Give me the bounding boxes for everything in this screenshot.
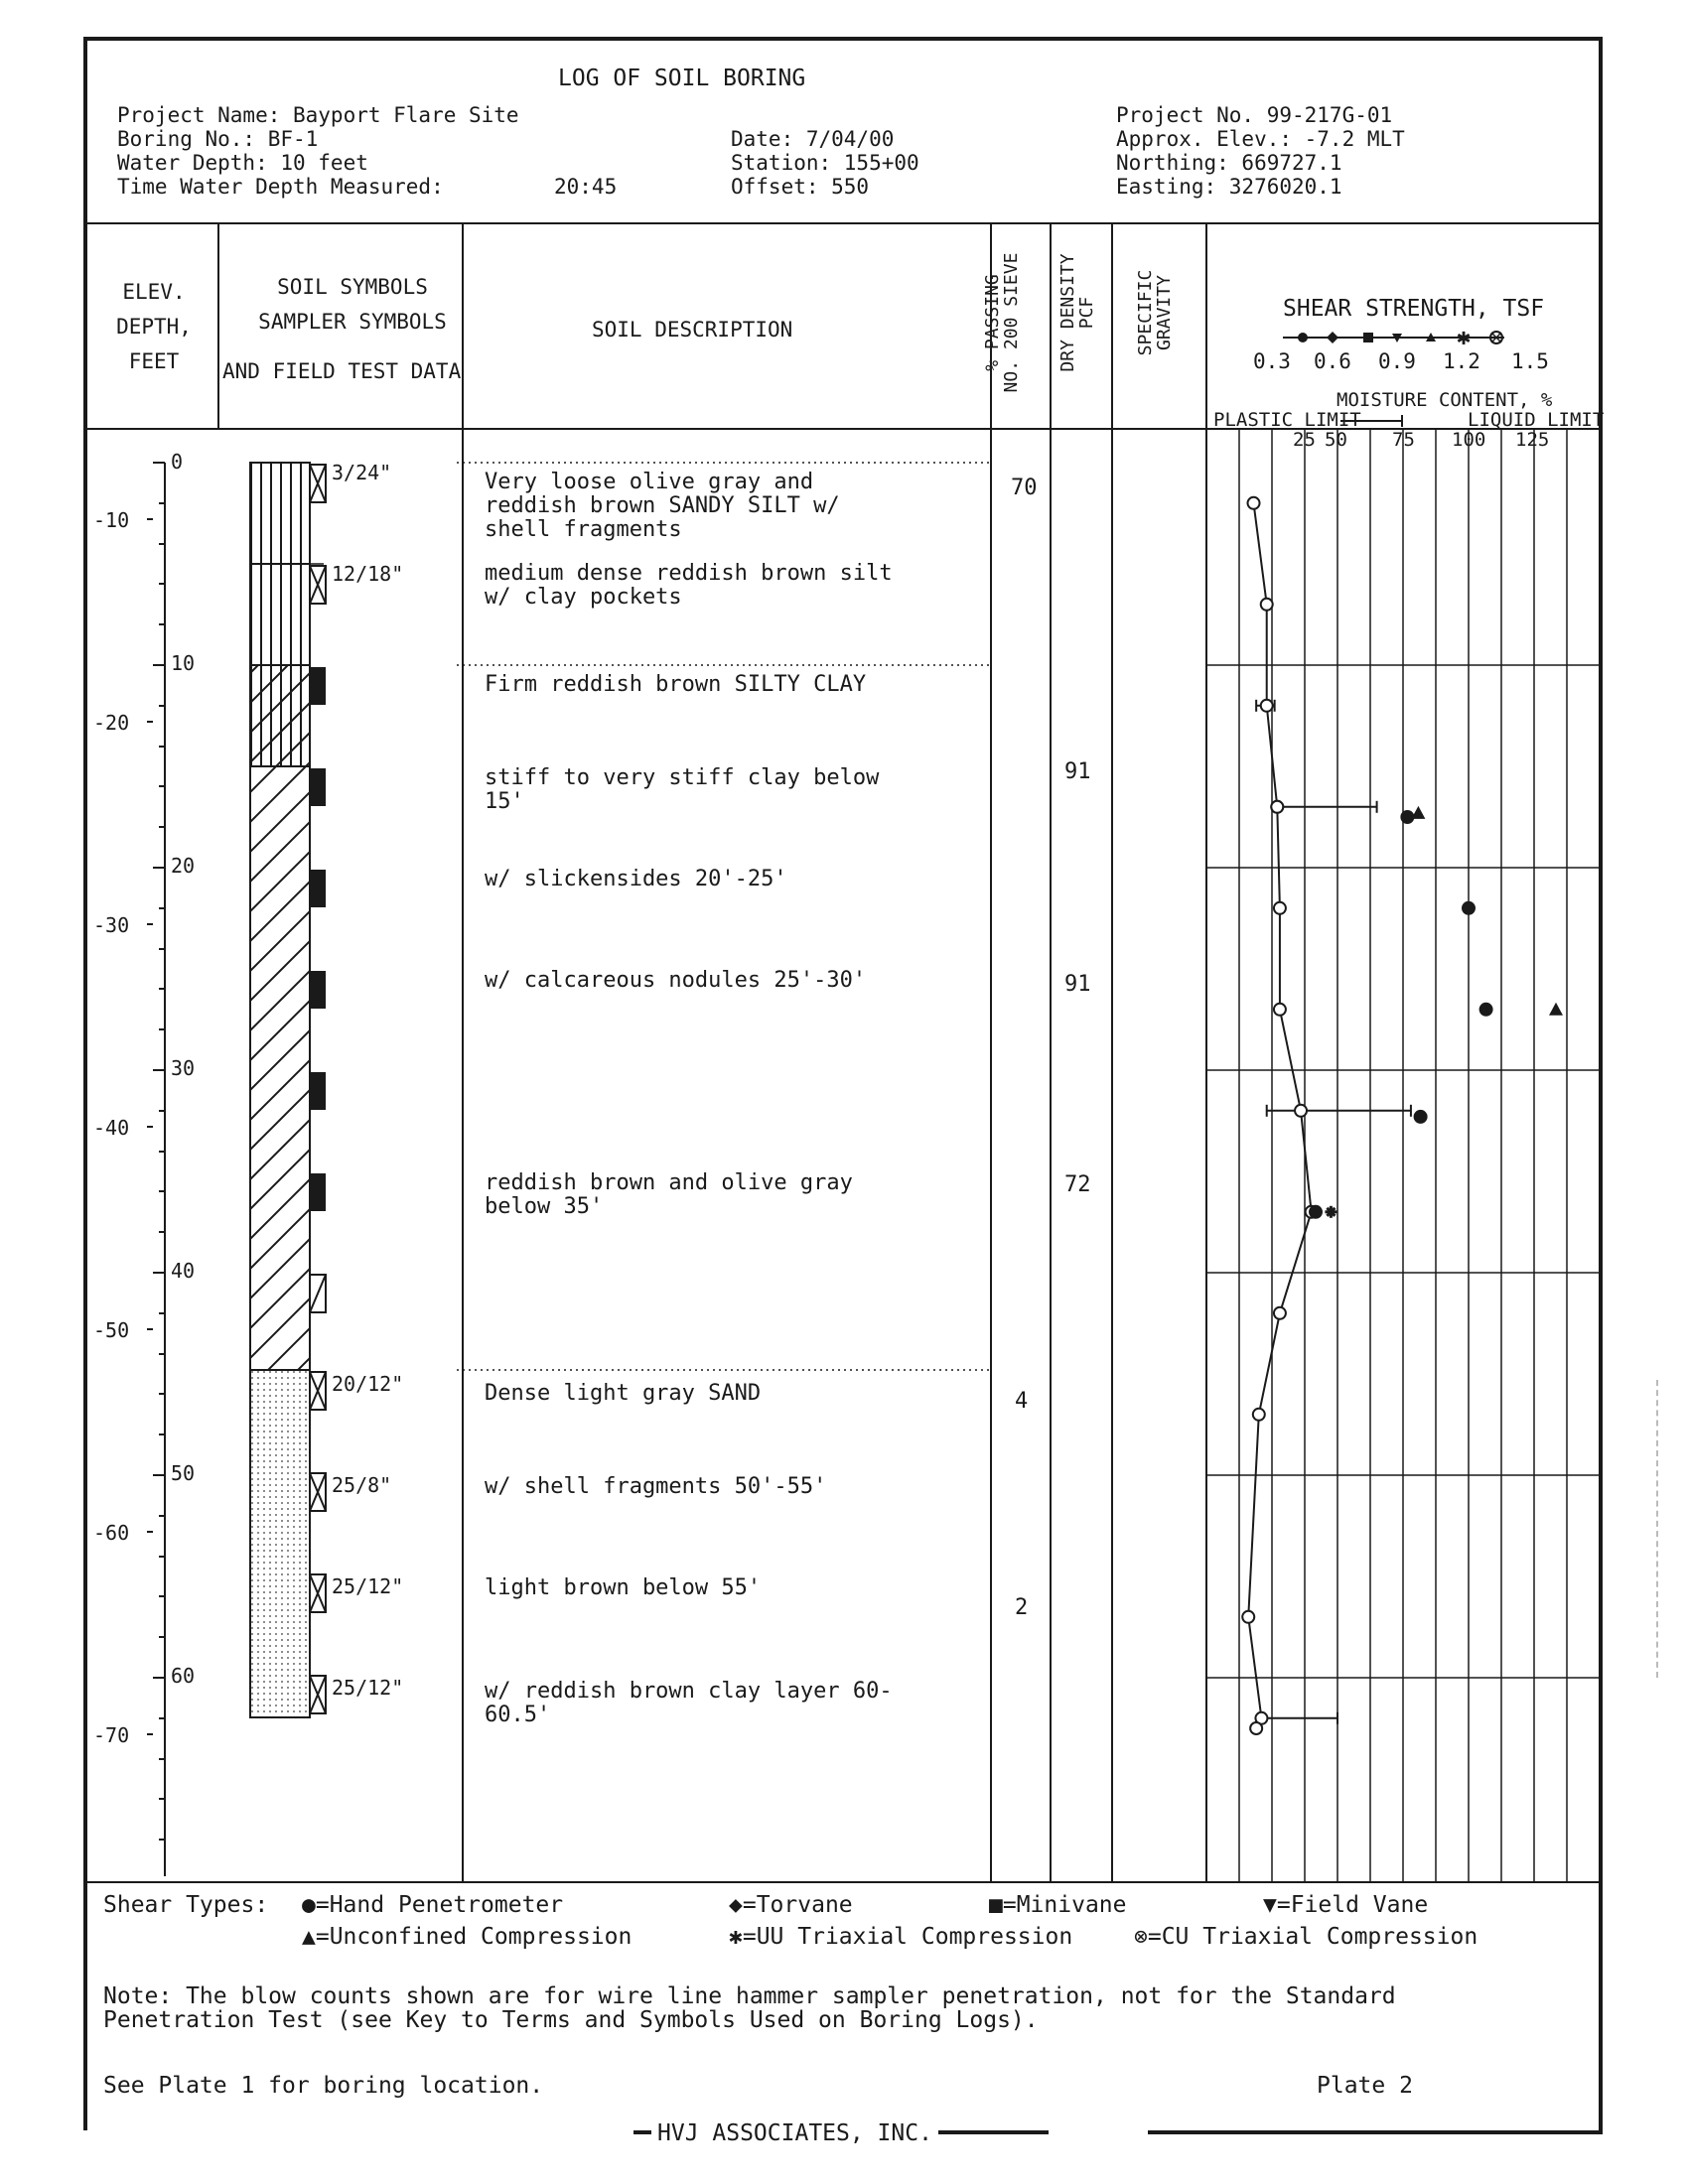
col-soil-symbols: SOIL SYMBOLS SAMPLER SYMBOLS [258,275,447,334]
moisture-point [1261,599,1273,611]
shelby-tube-samplers [310,667,326,1211]
moisture-point [1253,1409,1265,1421]
moisture-point [1274,1004,1286,1016]
water-depth: Water Depth: 10 feet [117,151,368,175]
depth-label: 50 [171,1461,196,1485]
elev-label: -20 [93,711,130,735]
blow-count: 3/24" [332,461,392,484]
soil-layer-silt [250,564,310,665]
col-soil-description: SOIL DESCRIPTION [592,318,793,341]
depth-label: 10 [171,651,196,675]
moisture-tick: 100 [1452,429,1486,451]
unconfined-icon: ▲ [302,1924,316,1950]
soil-description: w/ slickensides 20'-25' [485,867,787,891]
soil-layer-clay [250,766,310,1370]
project-name: Project Name: Bayport Flare Site [117,103,519,127]
shear-tick: 1.2 [1443,349,1480,373]
density-value: 91 [1064,972,1091,997]
elev-label: -60 [93,1521,130,1545]
footer-company: HVJ ASSOCIATES, INC. [651,2120,938,2146]
soil-description: light brown below 55' [485,1575,762,1600]
moisture-tick: 50 [1325,429,1347,451]
shear-tick: 0.6 [1314,349,1351,373]
blow-count: 25/12" [332,1676,404,1700]
soil-description: shell fragments [485,517,682,542]
blow-count: 12/18" [332,562,404,586]
passing-value: 4 [1015,1389,1029,1414]
uu-triaxial-point [1325,1206,1336,1218]
elev-label: -70 [93,1723,130,1747]
col-dry-density: DRY DENSITY PCF [1057,253,1097,372]
col-field-test: AND FIELD TEST DATA [222,359,462,383]
hand-icon: ● [302,1892,316,1918]
footer-gap [83,2130,633,2134]
moisture-point [1295,1105,1307,1117]
legend-prefix: Shear Types: [103,1892,269,1918]
northing: Northing: 669727.1 [1116,151,1342,175]
moisture-tick: 75 [1392,429,1415,451]
station: Station: 155+00 [731,151,919,175]
elev-label: -30 [93,913,130,937]
shear-tick: 0.3 [1253,349,1291,373]
legend-unconfined: ▲=Unconfined Compression [302,1924,633,1950]
footer-gap [1049,2130,1148,2134]
uu-icon: ✱ [729,1924,743,1950]
moisture-tick: 25 [1293,429,1316,451]
legend-hand: ●=Hand Penetrometer [302,1892,564,1918]
unconfined-compression-point [1411,806,1425,819]
soil-description: w/ shell fragments 50'-55' [485,1474,827,1499]
depth-label: 60 [171,1664,196,1688]
soil-description: Dense light gray SAND [485,1381,762,1406]
legend-uu: ✱=UU Triaxial Compression [729,1924,1073,1950]
density-value: 91 [1064,759,1091,784]
hand-penetrometer-point [1479,1003,1493,1017]
offset: Offset: 550 [731,175,870,199]
elev-label: -50 [93,1318,130,1342]
legend-torvane: ◆=Torvane [729,1892,853,1918]
soil-description: w/ clay pockets [485,585,682,610]
field-vane-icon: ▼ [1263,1892,1277,1918]
density-value: 72 [1064,1172,1091,1197]
moisture-point [1274,902,1286,914]
plate-number: Plate 2 [1317,2073,1413,2099]
soil-description: reddish brown and olive gray [485,1170,853,1195]
soil-description: Very loose olive gray and [485,470,814,494]
soil-description: below 35' [485,1194,604,1219]
blow-count: 25/8" [332,1473,392,1497]
col-specific-gravity: SPECIFIC GRAVITY [1135,269,1175,356]
soil-description: medium dense reddish brown silt [485,561,893,586]
legend-cu: ⊗=CU Triaxial Compression [1134,1924,1478,1950]
soil-layer-sand [250,1370,310,1717]
moisture-point [1261,700,1273,712]
legend-field-vane: ▼=Field Vane [1263,1892,1429,1918]
elev-label: -40 [93,1116,130,1140]
hand-penetrometer-point [1400,810,1414,824]
soil-layer-sandy-silt [250,463,310,564]
hand-penetrometer-point [1414,1110,1428,1124]
time-measured: Time Water Depth Measured: [117,175,444,199]
soil-description: 60.5' [485,1703,551,1727]
hand-penetrometer-point [1309,1205,1323,1219]
note-line-1: Note: The blow counts shown are for wire line hammer sampler penetration, not for the Standard [103,1983,1396,2009]
torvane-icon: ◆ [729,1892,743,1918]
moisture-point [1248,497,1260,509]
moisture-title: MOISTURE CONTENT, % [1336,389,1553,411]
moisture-point [1274,1307,1286,1319]
scan-edge-mark [1656,1380,1658,1678]
log-title: LOG OF SOIL BORING [558,66,806,91]
svg-text:✱: ✱ [1456,329,1472,349]
soil-description: stiff to very stiff clay below [485,765,880,790]
elev-label: -10 [93,508,130,532]
easting: Easting: 3276020.1 [1116,175,1342,199]
shear-tick: 0.9 [1378,349,1416,373]
moisture-point [1242,1611,1254,1623]
moisture-tick: 125 [1515,429,1550,451]
col-elev-depth: ELEV. DEPTH, FEET [116,280,192,373]
soil-description: Firm reddish brown SILTY CLAY [485,672,867,697]
legend-minivane: ■=Minivane [989,1892,1127,1918]
depth-label: 0 [171,450,184,474]
date: Date: 7/04/00 [731,127,895,151]
boring-no: Boring No.: BF-1 [117,127,319,151]
cu-icon: ⊗ [1134,1924,1148,1950]
shear-tick: 1.5 [1511,349,1549,373]
depth-label: 30 [171,1056,196,1080]
blow-count: 25/12" [332,1574,404,1598]
note-line-2: Penetration Test (see Key to Terms and Symbols Used on Boring Logs). [103,2007,1039,2033]
soil-description: w/ calcareous nodules 25'-30' [485,968,867,993]
unconfined-compression-point [1549,1003,1563,1016]
time-value: 20:45 [554,175,618,199]
passing-value: 70 [1011,476,1038,500]
plastic-limit-label: PLASTIC LIMIT [1213,409,1361,431]
moisture-point [1250,1722,1262,1734]
liquid-limit-label: LIQUID LIMIT [1468,409,1605,431]
col-passing: % PASSING NO. 200 SIEVE [982,252,1022,393]
depth-label: 20 [171,854,196,878]
depth-label: 40 [171,1259,196,1283]
blow-count: 20/12" [332,1372,404,1396]
passing-value: 2 [1015,1595,1029,1620]
minivane-icon: ■ [989,1892,1003,1918]
moisture-point [1271,801,1283,813]
see-plate: See Plate 1 for boring location. [103,2073,544,2099]
shear-title: SHEAR STRENGTH, TSF [1283,296,1545,322]
approx-elev: Approx. Elev.: -7.2 MLT [1116,127,1405,151]
soil-description: w/ reddish brown clay layer 60- [485,1679,893,1704]
soil-description: reddish brown SANDY SILT w/ [485,493,840,518]
project-no: Project No. 99-217G-01 [1116,103,1393,127]
hand-penetrometer-point [1462,901,1476,915]
soil-description: 15' [485,789,524,814]
